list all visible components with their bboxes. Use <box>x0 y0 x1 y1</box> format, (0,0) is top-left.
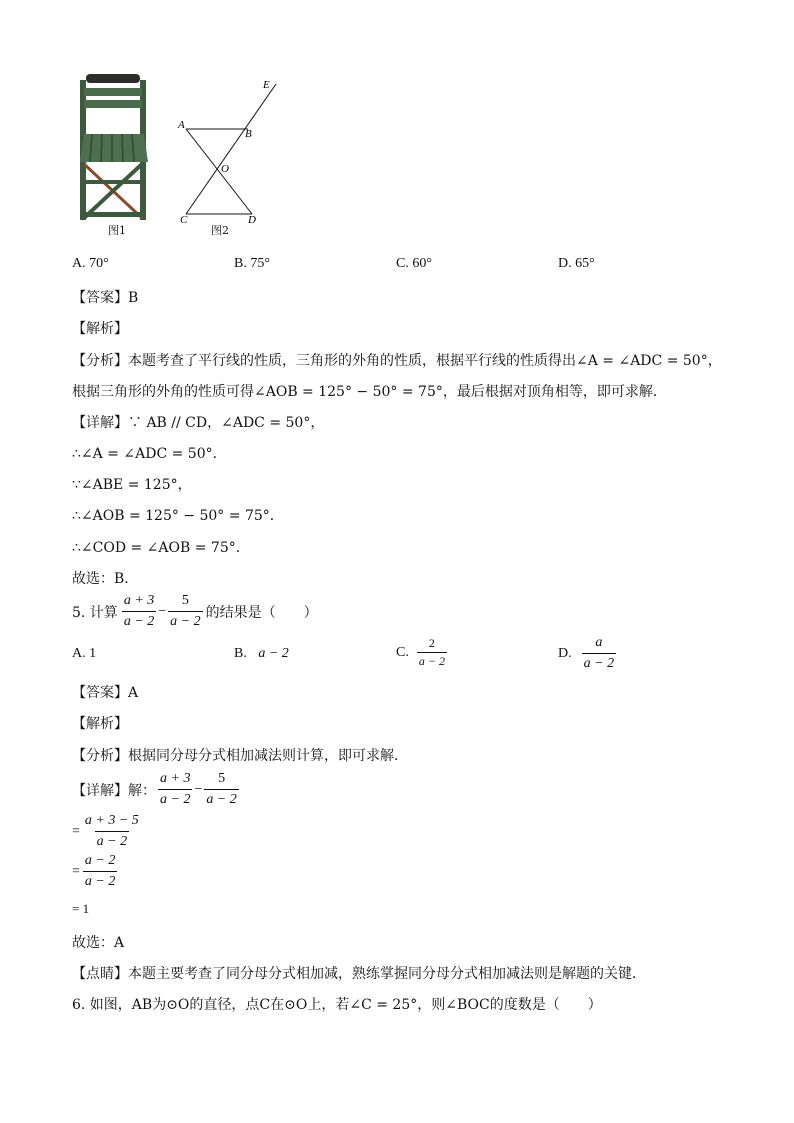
point-B-label: B <box>245 128 252 140</box>
q5-detail-fraction-2-den: a − 2 <box>204 789 238 809</box>
q5-dianjing: 【点睛】本题主要考查了同分母分式相加减，熟练掌握同分母分式相加减法则是解题的关键． <box>72 966 646 982</box>
q4-option-d: D. 65° <box>558 256 595 271</box>
q5-detail-fraction-1 <box>158 770 192 809</box>
q5-fraction-1-den: a − 2 <box>122 611 156 631</box>
q4-option-a: A. 70° <box>72 256 109 271</box>
q4-choose: 故选：B． <box>72 571 139 587</box>
q5-option-b-expr: a − 2 <box>258 646 289 661</box>
point-A-label: A <box>178 119 185 131</box>
q5-analysis-title: 【解析】 <box>72 716 128 732</box>
q5-option-c-num: 2 <box>428 636 435 650</box>
q5-stem-prefix: 5. 计算 <box>72 604 118 621</box>
q5-detail-fraction-2-num: 5 <box>218 771 226 786</box>
point-O-label: O <box>221 163 229 175</box>
q5-step-1-frac <box>83 812 141 851</box>
q5-option-a: A. 1 <box>72 646 97 661</box>
q5-step-2-eq: = <box>72 863 80 879</box>
q5-fenxi: 【分析】根据同分母分式相加减法则计算，即可求解． <box>72 748 408 764</box>
q4-analysis-title: 【解析】 <box>72 321 128 337</box>
q5-option-d-num: a <box>595 635 603 650</box>
q5-result: = 1 <box>72 901 90 916</box>
q4-detail-line-4: ∴∠AOB = 125° − 50° = 75°． <box>72 508 284 524</box>
q5-option-b <box>234 646 289 662</box>
q4-detail-line-2: ∴∠A = ∠ADC = 50°． <box>72 446 227 462</box>
q4-detail-line-1: 【详解】∵ AB // CD，∠ADC = 50°， <box>72 415 325 431</box>
q5-detail-prefix: 【详解】解： <box>72 782 156 799</box>
q5-option-d-frac <box>582 634 616 673</box>
q5-step-2 <box>72 852 117 891</box>
q5-minus: − <box>158 603 167 619</box>
q5-detail-fraction-2 <box>204 770 238 809</box>
point-E-label: E <box>263 79 270 91</box>
q5-fraction-1 <box>122 592 156 631</box>
q5-option-d-den: a − 2 <box>582 653 616 673</box>
q5-step-2-num: a − 2 <box>84 853 116 868</box>
q5-step-1-den: a − 2 <box>95 831 129 851</box>
q4-fenxi-line-1: 【分析】本题考查了平行线的性质，三角形的外角的性质，根据平行线的性质得出∠A = ∠ADC = 50°， <box>72 353 722 369</box>
q5-option-d-prefix: D. <box>558 645 572 661</box>
point-C-label: C <box>180 214 188 226</box>
q4-option-b: B. 75° <box>234 256 270 271</box>
q5-option-c-den: a − 2 <box>418 654 445 668</box>
q5-option-c-frac <box>417 636 447 669</box>
figure-1-label: 图1 <box>108 224 126 237</box>
q5-answer: 【答案】A <box>72 685 139 701</box>
q5-detail-fraction-1-den: a − 2 <box>158 789 192 809</box>
q5-option-c-prefix: C. <box>396 644 409 660</box>
q5-stem-suffix: 的结果是（ ） <box>205 604 318 621</box>
q6-stem: 6. 如图，AB为⊙O的直径，点C在⊙O上，若∠C = 25°，则∠BOC的度数是（ ） <box>72 997 602 1013</box>
q4-option-c: C. 60° <box>396 256 432 271</box>
q5-detail-fraction-1-num: a + 3 <box>160 771 191 786</box>
q5-fraction-2 <box>168 592 202 631</box>
q5-detail <box>72 770 239 809</box>
q5-fraction-2-den: a − 2 <box>168 611 202 631</box>
q5-fraction-2-num: 5 <box>181 593 189 608</box>
q5-stem <box>72 592 318 631</box>
q5-choose: 故选：A <box>72 935 125 951</box>
point-D-label: D <box>248 214 256 226</box>
q4-fenxi-line-2: 根据三角形的外角的性质可得∠AOB = 125° − 50° = 75°，最后根据对顶角相等，即可求解． <box>72 384 667 400</box>
q5-option-b-prefix: B. <box>234 646 247 661</box>
q5-detail-minus: − <box>194 781 203 797</box>
q5-step-2-frac <box>83 852 117 891</box>
q4-answer: 【答案】B <box>72 290 139 306</box>
q5-step-1-num: a + 3 − 5 <box>84 813 139 828</box>
figure-2-label: 图2 <box>211 224 229 237</box>
q5-step-2-den: a − 2 <box>83 871 117 891</box>
q5-option-d <box>558 634 616 673</box>
chair-image <box>76 72 152 220</box>
q5-step-1-eq: = <box>72 823 80 839</box>
q4-detail-line-3: ∵∠ABE = 125°， <box>72 477 192 493</box>
geometry-diagram <box>176 78 280 228</box>
q5-step-1 <box>72 812 141 851</box>
q5-fraction-1-num: a + 3 <box>123 593 155 608</box>
q4-detail-line-5: ∴∠COD = ∠AOB = 75°． <box>72 540 250 556</box>
q5-option-c <box>396 636 447 669</box>
